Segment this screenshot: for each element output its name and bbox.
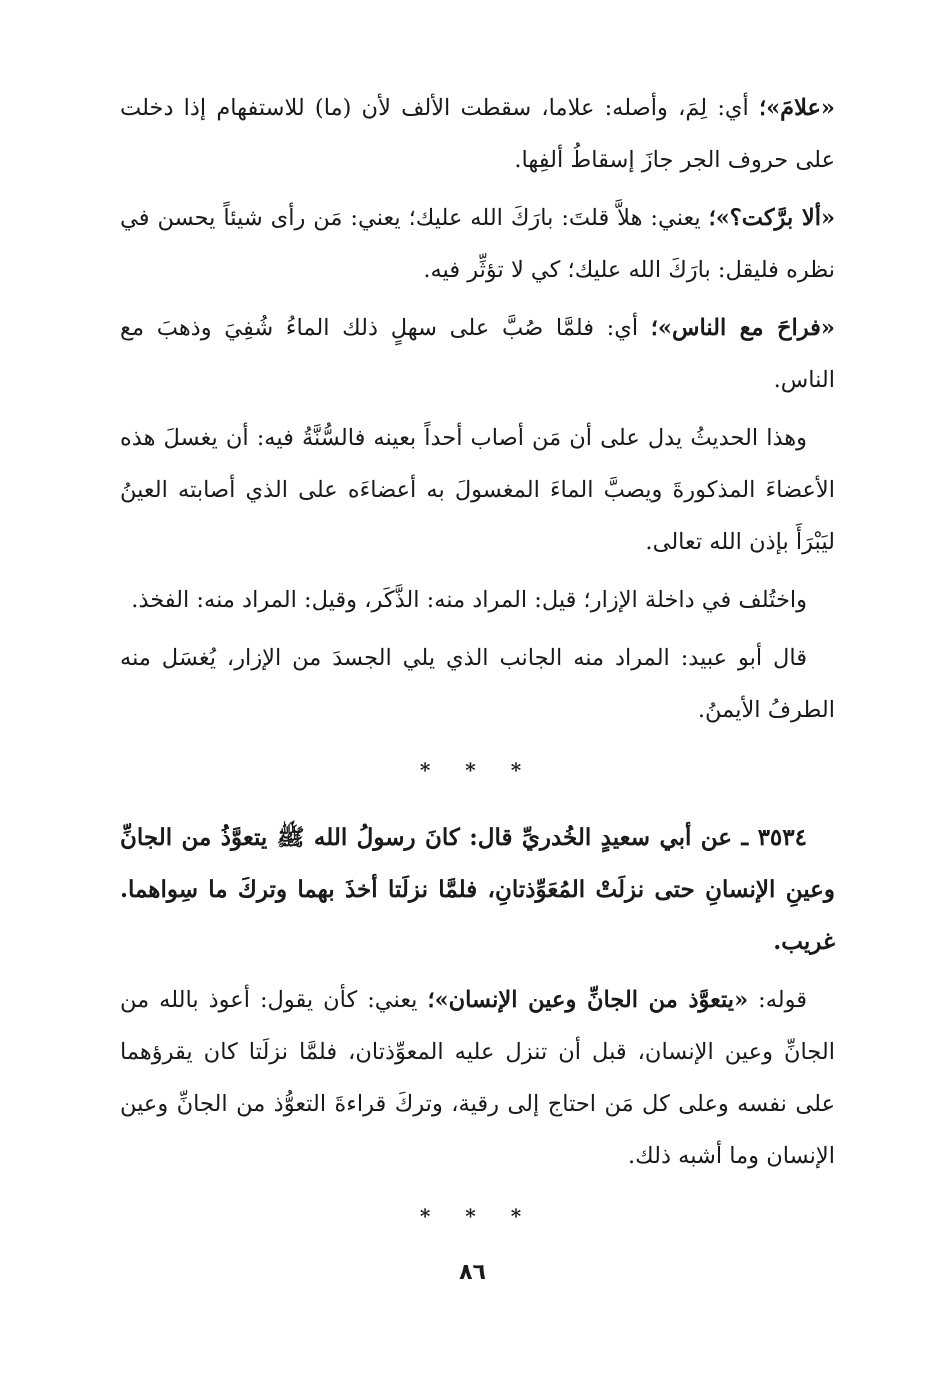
term-alama: «علامَ»؛ bbox=[758, 95, 835, 121]
section-separator: * * * bbox=[419, 758, 536, 782]
paragraph-hadith-meaning bbox=[120, 412, 835, 568]
text-barrakt: يعني: هلاَّ قلتَ: بارَكَ الله عليك؛ يعني: مَن رأى شيئاً يحسن في نظره فليقل: بارَكَ الله عليك؛ كي لا تؤثِّر فيه. bbox=[120, 205, 835, 283]
text-alama: أي: لِمَ، وأصله: علاما، سقطت الألف لأن (ما) للاستفهام إذا دخلت على حروف الجر جازَ إسقاطُ ألفِها. bbox=[120, 95, 835, 173]
text-dakhila: واختُلف في داخلة الإزار؛ قيل: المراد منه: الذَّكَر، وقيل: المراد منه: الفخذ. bbox=[131, 587, 807, 613]
paragraph-barrakt bbox=[120, 192, 835, 296]
text-hadith-meaning: وهذا الحديثُ يدل على أن مَن أصاب أحداً بعينه فالسُّنَّةُ فيه: أن يغسلَ هذه الأعضاءَ المذكورةَ ويصبَّ الماءَ المغسولَ به أعضاءَه على الذي أصابته العينُ ليَبْرَأَ بإذن الله تعالى. bbox=[120, 425, 835, 555]
text-raha: أي: فلمَّا صُبَّ على سهلٍ ذلك الماءُ شُفِيَ وذهبَ مع الناس. bbox=[120, 315, 835, 393]
page-body bbox=[120, 82, 835, 1256]
paragraph-alama bbox=[120, 82, 835, 186]
paragraph-dakhila bbox=[120, 574, 835, 626]
hadith-3534 bbox=[120, 812, 835, 968]
commentary-lead: قوله: bbox=[748, 987, 808, 1013]
commentary-text: يعني: كأن يقول: أعوذ بالله من الجانِّ وعين الإنسان، قبل أن تنزل عليه المعوِّذتان، فلمَّا نزلَتا كان يقرؤهما على نفسه وعلى كل مَن احتاج إلى رقية، وتركَ قراءةَ التعوُّذ من الجانِّ وعين الإنسان وما أشبه ذلك. bbox=[120, 987, 835, 1169]
term-barrakt: «ألا برَّكت؟»؛ bbox=[708, 205, 836, 231]
paragraph-abu-ubaid bbox=[120, 632, 835, 736]
page-number: ٨٦ bbox=[459, 1260, 486, 1285]
commentary-paragraph bbox=[120, 974, 835, 1182]
commentary-term: «يتعوَّذ من الجانِّ وعين الإنسان»؛ bbox=[427, 987, 749, 1013]
section-separator-end: * * * bbox=[419, 1204, 536, 1228]
term-raha: «فراحَ مع الناس»؛ bbox=[650, 315, 835, 341]
text-abu-ubaid: قال أبو عبيد: المراد منه الجانب الذي يلي الجسدَ من الإزار، يُغسَل منه الطرفُ الأيمنُ. bbox=[120, 645, 835, 723]
hadith-text: ٣٥٣٤ ـ عن أبي سعيدٍ الخُدريِّ قال: كانَ رسولُ الله ﷺ يتعوَّذُ من الجانِّ وعينِ الإنسانِ حتى نزلَتْ المُعَوِّذتانِ، فلمَّا نزلَتا أخذَ بهما وتركَ ما سِواهما. غريب. bbox=[120, 824, 835, 955]
paragraph-raha bbox=[120, 302, 835, 406]
